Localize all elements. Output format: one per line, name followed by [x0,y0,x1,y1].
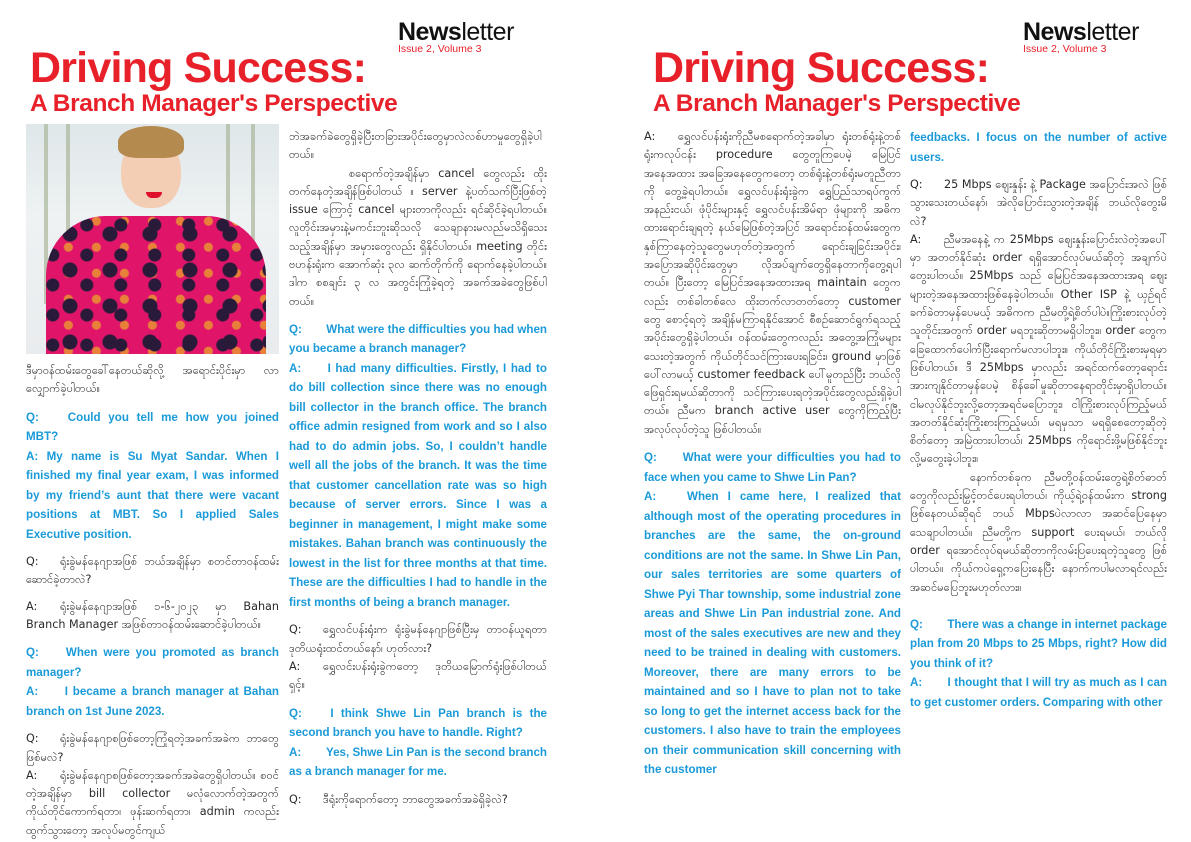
qa-myanmar-4 [289,621,547,694]
question: What were your difficulties you had to face when you came to Shwe Lin Pan? [644,451,901,484]
q-label: Q: [289,706,302,720]
answer: A: My name is Su Myat Sandar. When I finished my final year exam, I was informed by my friend’s aunt that there were vacant positions at MBT. So I applied Sales Executive position. [26,449,279,541]
qa-english-3 [289,320,547,613]
left-column-2 [289,128,547,818]
right-column-1 [644,128,901,789]
a-label: A: [289,361,302,375]
answer-paragraph: စရောက်တဲ့အချိန်မှာ cancel တွေလည်း ထိုးတက်နေတဲ့အချိန်ဖြစ်ပါတယ် ။ server နဲ့ပတ်သက်ပြီးဖြစ်တဲ့ issue ကြောင့် cancel များတာကိုလည်း ရင်ဆိုင်ခဲ့ရပါတယ်။လူတိုင်းအမှားနဲ့မကင်းဘူးဆိုသလို သေချာနားမလည်မသိရှိသေးသည့်အချိန်မှာ အမှားတွေလည်း ရှိနိုင်ပါတယ်။ meeting တိုင်း ဗဟန်းရုံးက အောက်ဆုံး ၃လ ဆက်တိုက်ကို ရောက်နေခဲ့ပါတယ်။ ဒါက စစချင်း ၃ လ အတွင်းကြုံခဲ့ရတဲ့ အခက်အခဲတွေဖြစ်ပါတယ်။ [289,166,547,308]
question: ရုံးခွဲမန်နေဂျာစဖြစ်တော့ကြုံရတဲ့အခက်အခဲက ဘာတွေဖြစ်မလဲ? [26,732,279,764]
answer: ရုံးခွဲမန်နေဂျာအဖြစ် ၁-၆-၂၀၂၃ မှာ Bahan Branch Manager အဖြစ်တာဝန်ထမ်းဆောင်ခဲ့ပါတယ်။ [26,599,279,631]
answer: I had many difficulties. Firstly, I had to do bill collection since there was no enough bill collector in the branch office. The branch office admin resigned from work and so I also had to do admin jobs. So, I couldn’t handle well all the jobs of the branch. It was the time that customer cancellation rate was so high because of server errors. Since I was a beginner in management, I might make some mistakes. Bahan branch was continuously the lowest in the list for three months at that time. These are the difficulties I had to handle in the first months of being a branch manager. [289,361,547,609]
qa-myanmar-6 [910,176,1167,597]
qa-english-2 [26,643,279,721]
headline-title: Driving Success: [30,44,367,92]
masthead [1023,20,1139,55]
a-label: A: [26,768,38,782]
answer-continued: feedbacks. I focus on the number of active users. [910,131,1167,164]
question: ရုံးခွဲမန်နေဂျာအဖြစ် ဘယ်အချိန်မှာ စတင်တာဝန်ထမ်းဆောင်ခဲ့တာလဲ? [26,555,279,587]
q-label: Q: [289,322,302,336]
a-label: A: [26,685,39,699]
a-label: A: [289,660,301,674]
question: What were the difficulties you had when you became a branch manager? [289,322,547,356]
newsletter-title [1023,20,1139,44]
issue-label: Issue 2, Volume 3 [398,43,482,55]
newsletter-title-light: letter [1086,18,1139,46]
question: Could you tell me how you joined MBT? [26,410,279,444]
q-label: Q: [910,617,923,631]
headline-subtitle: A Branch Manager's Perspective [30,90,398,117]
masthead [398,20,514,55]
answer: ရွှေလင်ပန်းရုံးကိုညီမစရောက်တဲ့အခါမှာ ရုံးတစ်ရုံးနဲ့တစ်ရုံးကလုပ်ငန်း procedure တွေတူကြပေမဲ့ မြေပြင်အနေအထား အခြေအနေတွေကတော့ တစ်ရုံးနဲ့တစ်ရုံးမတူညီတာကို တွေ့ခဲ့ရပါတယ်။ ရွှေလင်ပန်းရုံးခွဲက ရွှေပြည်သာရပ်ကွက်အနည်းငယ်၊ ဖုံပိုင်းများနှင့် ရွှေလင်ပန်းအိမ်ရာ ဖုံများကို အဓိကထားရောင်းချရတဲ့ နယ်မြေဖြစ်တဲ့အပြင် အရောင်းဝန်ထမ်းတွေက နှစ်ကြာနေတဲ့သူတွေမဟုတ်တဲ့အတွက် ရောင်းချခြင်းအပိုင်း၊ အပြောအဆိုပိုင်းတွေမှာ လိုအပ်ချက်တွေရှိနေတာကိုတွေ့ရပါတယ်။ ပြီးတော့ မြေပြင်အနေအထားအရ maintain တွေကလည်း တစ်ခါတစ်လေ ထိုးတက်လာတတ်တော့ customer တွေ စောင့်ရတဲ့ အချိန်မကြာရနိုင်အောင် စီစဉ်ဆောင်ရွက်ရသည့်အပိုင်းတွေရှိခဲ့ပါတယ်။ ဝန်ထမ်းတွေကလည်း အတွေ့အကြုံမများသေးတဲ့အတွက် ကိုယ်တိုင်သင်ကြားပေးရခြင်း၊ ground မှာဖြစ်ပေါ်လာမယ့် customer feedback ပေါ်မူတည်ပြီး ဘယ်လိုဖြေရှင်းရမယ်ဆိုတာကို သင်ကြားပေးရတဲ့အပိုင်းတွေလည်းရှိခဲ့ပါတယ်။ ညီမက branch active user တွေကိုကြည့်ပြီးအလုပ်လုပ်တဲ့သူ ဖြစ်ပါတယ်။ [644,130,901,436]
question: There was a change in internet package plan from 20 Mbps to 25 Mbps, right? How did you think of it? [910,617,1167,670]
q-label: Q: [26,732,39,746]
portrait-photo [26,124,279,354]
question: 25 Mbps ဈေးနှုန်း နဲ့ Package အပြောင်းအလဲ ဖြစ်သွားသေးတယ်နော်၊ အဲလိုပြောင်းသွားတဲ့အချိန် ဘယ်လိုတွေးမိလဲ? [910,178,1167,228]
newsletter-title [398,20,514,44]
qa-myanmar-5 [289,791,547,809]
q-label: Q: [910,178,923,191]
a-label: A: [26,599,38,613]
q-label: Q: [26,410,39,424]
answer-paragraph: နောက်တစ်ခုက ညီမတို့ဝန်ထမ်းတွေရဲ့စိတ်ဓာတ်တွေကိုလည်းမြှင့်တင်ပေးရပါတယ်၊ ကိုယ့်ရဲ့ဝန်ထမ်းက strong ဖြစ်နေတယ်ဆိုရင် ဘယ် Mbpsပဲလာလာ အဆင်ပြေနေမှာသေချာပါတယ်။ ညီမတို့က support ပေးရမယ်၊ ဘယ်လို order ရအောင်လုပ်ရမယ်ဆိုတာကိုလမ်းပြပေးရတဲ့သူတွေ ဖြစ်ပါတယ်။ ကိုယ်ကပဲရှေ့ကပြေးနေပြီး နောက်ကပါမလာရင်လည်းအဆင်မပြေဘူးမဟုတ်လား။ [910,470,1167,594]
answer: ရုံးခွဲမန်နေဂျာစဖြစ်တော့အခက်အခဲတွေရှိပါတယ်။ စဝင်တဲ့အချိန်မှာ bill collector မလုံလောက်တဲ့အတွက် ကိုယ်တိုင်ကောက်ရတာ၊ ဖုန်းဆက်ရတာ၊ admin ကလည်းထွက်သွားတော့ အလုပ်မတွင်ကျယ် [26,768,279,837]
qa-english-5 [644,448,901,780]
answer: Yes, Shwe Lin Pan is the second branch as a branch manager for me. [289,745,548,779]
answer: ရွှေလင်းပန်းရုံးခွဲကတော့ ဒုတိယမြောက်ရုံးဖြစ်ပါတယ်ရှင့်။ [289,660,547,692]
photo-dress [46,216,266,354]
qa-english-4 [289,704,547,782]
headline [653,46,1020,118]
caption: ဒီမှာဝန်ထမ်းတွေခေါ်နေတယ်ဆိုလို့ အရောင်းပိုင်းမှာ လာလျှောက်ခဲ့ပါတယ်။ [26,364,279,396]
photo-hair [118,126,184,158]
q-label: Q: [26,646,39,660]
answer: I thought that I will try as much as I can to get customer orders. Comparing with other [910,676,1167,709]
a-label: A: [644,490,657,504]
left-column-1 [26,124,279,842]
qa-myanmar-3 [26,730,279,840]
q-label: Q: [26,555,39,569]
headline-title: Driving Success: [653,44,990,92]
newsletter-title-bold: News [398,18,462,46]
answer: ညီမအနေနဲ့ က 25Mbps ဈေးနှုန်းပြောင်းလဲတဲ့အပေါ်မှာ အတတ်နိုင်ဆုံး order ရရှိအောင်လုပ်မယ်ဆိုတဲ့ အချက်ပဲတွေးပါတယ်။ 25Mbps သည် မြေပြင်အနေအထားအရ ဈေးများတဲ့အနေအထားဖြစ်နေခဲ့ပါတယ်။ Other ISP နဲ့ ယှဉ်ရင်ခက်ခဲတာမှန်ပေမယ့် အဓိကက ညီမတို့ရဲ့စိတ်ပါပဲ။ကြိုးစားလုပ်တဲ့သူတိုင်းအတွက် order မရဘူးဆိုတာမရှိပါဘူး။ order တွေက ခြေထောက်ပေါက်ပြီးရောက်မလာပါဘူး။ ကိုယ်တိုင်ကြိုးစားမှရမှာဖြစ်ပါတယ်။ ဒီ 25Mbps မှာလည်း အရင်ထက်တော့ရောင်းအားကျနိုင်တာမှန်ပေမဲ့ စိန်ခေါ်မှုဆိုတာနေရာတိုင်းမှာရှိပါတယ်။ ငါမလုပ်နိုင်ဘူးလို့တော့အရင်မပြောဘူး၊ ငါကြိုးစားလုပ်ကြည့်မယ် အတတ်နိုင်ဆုံးကြိုးစားကြည့်မယ်၊ မရမှသာ မရရှိစေတော့ဆိုတဲ့စိတ်တော့ အမြဲထားပါတယ်၊ 25Mbps ကိုရောင်းဖို့မဖြစ်နိုင်ဘူးလို့မတွေးခဲ့ပါဘူး။ [910,232,1167,466]
answer-myanmar-5 [644,128,901,439]
q-label: Q: [644,451,657,465]
right-column-2 [910,128,1167,721]
q-label: Q: [289,623,302,637]
a-label: A: [910,676,923,690]
q-label: Q: [289,792,302,806]
headline-subtitle: A Branch Manager's Perspective [653,90,1021,117]
a-label: A: [644,130,656,143]
left-page [0,0,560,842]
question: When were you promoted as branch manager? [26,646,279,679]
headline [30,46,397,118]
answer-continued: ဘဲအခက်ခဲတွေရှိခဲ့ပြီးတခြားအပိုင်းတွေမှာလဲလစ်ဟာမှုတွေရှိခဲ့ပါတယ်။ [289,130,542,162]
answer: I became a branch manager at Bahan branch on 1st June 2023. [26,685,279,718]
right-page [620,0,1180,842]
answer: When I came here, I realized that although most of the operating procedures in branches are the same, the on-ground conditions are not the same. In Shwe Lin Pan, our sales territories are some quarters of Shwe Pyi Thar township, some industrial zone areas and Shwe Lin Pan industrial zone. And most of the sales executives are new and they need to be trained in dealing with customers. Moreover, there are many errors to be maintained and so I have to plan not to take so long to get the internet access back for the customers. I also have to train the employees on their communication skill concerning with the customer [644,490,901,777]
newsletter-title-light: letter [461,18,514,46]
qa-myanmar-2 [26,553,279,634]
qa-english-6 [910,615,1167,713]
question: ရွှေလင်ပန်းရုံးက ရုံးခွဲမန်နေဂျာဖြစ်ပြီးမှ တာဝန်ယူရတာ ဒုတိယရုံးထင်တယ်နော်၊ ဟုတ်လား? [289,623,547,655]
a-label: A: [289,745,302,759]
a-label: A: [910,232,922,246]
qa-english-1 [26,408,279,545]
question: ဒီရုံးကိုရောက်တော့ ဘာတွေအခက်အခဲရှိခဲ့လဲ? [323,792,508,806]
question: I think Shwe Lin Pan branch is the second branch you have to handle. Right? [289,706,547,740]
newsletter-title-bold: News [1023,18,1087,46]
issue-label: Issue 2, Volume 3 [1023,43,1107,55]
